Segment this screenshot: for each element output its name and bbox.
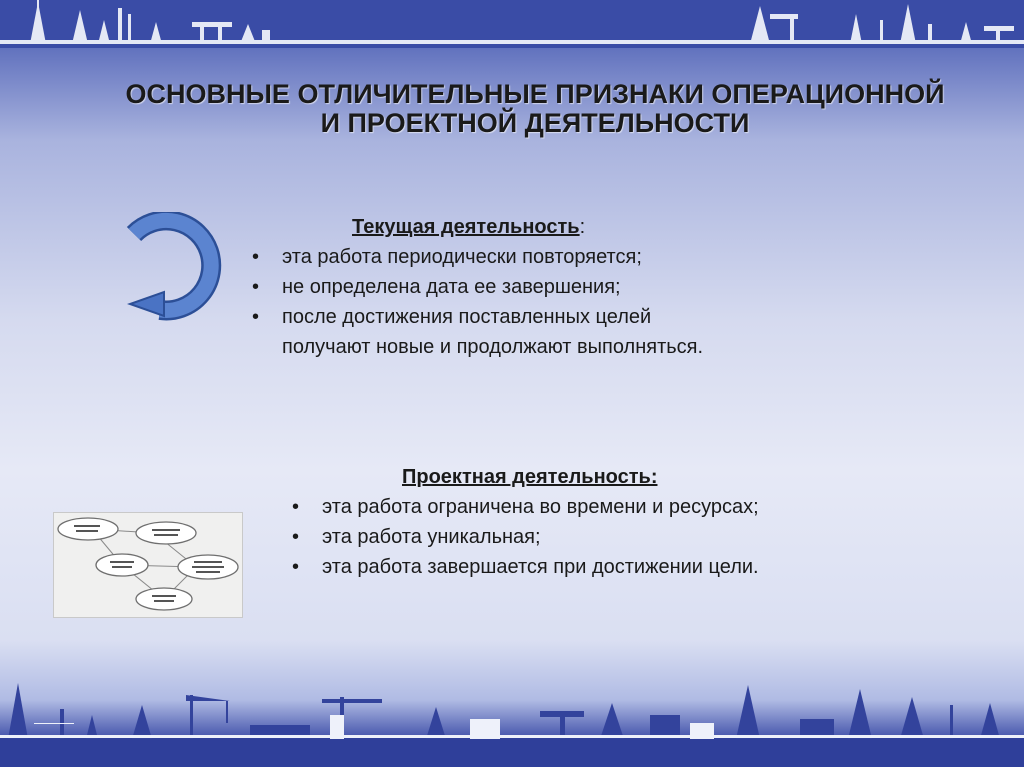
circular-arrow-icon: [112, 212, 222, 322]
project-activity-list: [292, 492, 842, 582]
list-item: • эта работа периодически повторяется;: [282, 242, 752, 272]
bullet-icon: •: [292, 496, 300, 518]
bullet-icon: •: [252, 246, 260, 268]
industrial-skyline-top: [0, 0, 1024, 48]
project-activity-block: [292, 462, 842, 582]
current-activity-heading: Текущая деятельность: [352, 216, 580, 238]
slide-title: [40, 80, 1024, 138]
project-activity-heading: Проектная деятельность:: [402, 466, 658, 488]
bullet-icon: •: [292, 556, 300, 578]
process-diagram-image: [53, 512, 243, 618]
title-line-2: И ПРОЕКТНОЙ ДЕЯТЕЛЬНОСТИ: [320, 108, 750, 138]
list-item: • эта работа ограничена во времени и ресурсах;: [322, 492, 842, 522]
bullet-icon: •: [252, 306, 260, 328]
industrial-skyline-bottom: [0, 675, 1024, 767]
title-line-1: ОСНОВНЫЕ ОТЛИЧИТЕЛЬНЫЕ ПРИЗНАКИ ОПЕРАЦИОННОЙ: [125, 79, 945, 109]
list-item: • не определена дата ее завершения;: [282, 272, 752, 302]
current-activity-heading-colon: :: [579, 216, 586, 238]
current-activity-list: [252, 242, 752, 362]
list-item: • эта работа уникальная;: [322, 522, 842, 552]
current-activity-block: [252, 212, 752, 362]
list-item: • эта работа завершается при достижении цели.: [322, 552, 842, 582]
bullet-icon: •: [292, 526, 300, 548]
list-item: • после достижения поставленных целей получают новые и продолжают выполняться.: [282, 302, 742, 362]
bullet-icon: •: [252, 276, 260, 298]
